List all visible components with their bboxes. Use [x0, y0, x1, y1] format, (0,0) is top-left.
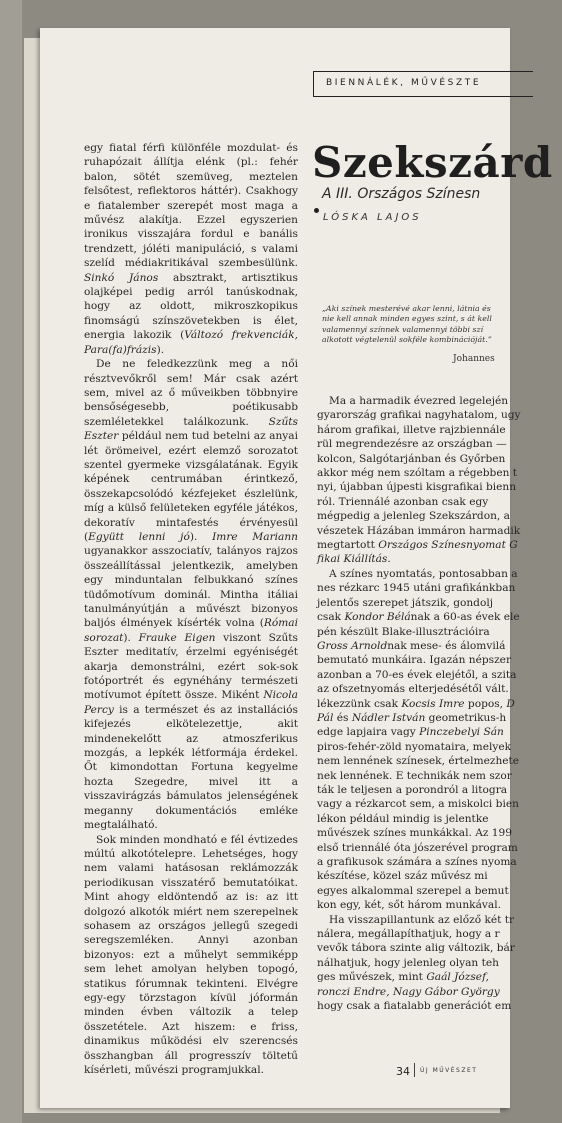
- text-line: lékezzünk csak Kocsis Imre popos, D: [317, 697, 515, 710]
- text-line: gyarország grafikai nagyhatalom, ugy: [317, 409, 521, 422]
- text-line: nem lennének színesek, értelmezhete: [317, 755, 520, 768]
- magazine-name: ÚJ MŰVÉSZET: [420, 1067, 478, 1074]
- artwork-title: Változó frekvenciák, Para(fa)frázis: [84, 329, 298, 356]
- epigraph-quote: [322, 304, 562, 345]
- artist-name: Frauke Eigen: [138, 631, 216, 644]
- paragraph: Sok minden mondható e fél évtizedes múltú alkotótelepre. Lehetséges, hogy nem valami hatásosan reklámozzák periodikusan visszatérő bemutatóikat. Mint ahogy eldöntendő az is: az itt dolgozó alkotók miért nem szerepelnek sohasem az országos jellegű szegedi seregszemléken. Annyi azonban bizonyos: ezt a műhelyt semmiképp sem lehet amolyan helyben topogó, statikus fórumnak tekinteni. Elvégre egy-egy törzstagon kívül jóformán minden évben változik a telep összetétele. Azt hiszem: e friss, dinamikus működési elv szerencsés összhangban áll progresszív töltetű kísérleti, művészi programjukkal.: [84, 833, 298, 1076]
- text-line: pén készült Blake-illusztrációira: [317, 625, 490, 638]
- artwork-title: Együtt lenni jó: [88, 530, 190, 543]
- artist-name: Sinkó János: [84, 271, 159, 284]
- background: [0, 0, 22, 1123]
- page-number: 34: [396, 1065, 410, 1078]
- text-line: vészetek Házában immáron harmadik: [317, 524, 521, 537]
- text-line: lékon például mindig is jelentke: [317, 812, 489, 825]
- article-author: LÓSKA LAJOS: [323, 212, 422, 223]
- text-line: kolcon, Salgótarjánban és Győrben: [317, 452, 506, 465]
- paragraph: egy fiatal férfi különféle mozdulat- és ruhapózait állítja elénk (pl.: fehér balon, sötét szemüveg, meztelen felsőtest, reflektoros háttér). Csakhogy e fiatalember szerepét most maga a művész alakítja. Ezzel egyszerien ironikus visszajára fordul e banális trendzett, jóléti manipuláció, s valami szelíd médiakritikával szembesülünk. Sinkó János absztrakt, artisztikus olajképei pedig arról tanúskodnak, hogy az oldott, mikroszkopikus finomságú színszövetekben is élet, energia lakozik (Változó frekvenciák, Para(fa)frázis).: [84, 142, 298, 356]
- text-line: nyi, újabban újpesti kisgrafikai bienn: [317, 481, 517, 494]
- text-line: egyes alkalommal szerepel a bemut: [317, 884, 509, 897]
- magazine-page: [40, 28, 553, 1108]
- text-line: vagy a rézkarcot sem, a miskolci bien: [317, 798, 519, 811]
- text-line: Ma a harmadik évezred legelején: [329, 395, 509, 407]
- text-line: ták le teljesen a porondról a litogra: [317, 783, 508, 796]
- artist-name: Szűts Eszter: [84, 415, 298, 443]
- left-text-column: [84, 141, 298, 1077]
- paragraph: De ne feledkezzünk meg a női résztvevőkről sem! Már csak azért sem, mivel az ő műveikben többnyire bensőségesebb, poétikusabb szemléletekkel találkozunk. Szűts Eszter például nem tud betelni az anyai lét örömeivel, ezért elemző sorozatot szentel gyermeke vizsgálatának. Egyik képének centrumában érintkező, összekapcsolódó kézfejeket észlelünk, míg a külső felületeken egyféle játékos, dekoratív mintafestés érvényesül (Együtt lenni jó). Imre Mariann ugyanakkor asszociatív, talányos rajzos összeállítással jelentkezik, amelyben egy minduntalan felbukkanó színes tüdőmotívum dominál. Mintha itáliai tanulmányútján a művészt bizonyos baljós élmények kísérték volna (Római sorozat). Frauke Eigen viszont Szűts Eszter meditatív, érzelmi egyéniségét akarja demonstrálni, ezért sok-sok fotóportrét és egynéhány természeti motívumot épített össze. Miként Nicola Percy is a természet és az installációs kifejezés elkötelezettje, akit mindenekelőtt az atmoszferikus mozgás, a lepkék létformája érdekel. Őt kimondottan Fortuna kegyelme hozta Szegedre, mivel itt a visszavirágzás bámulatos jelenségének meganny dokumentációs emléke megtalálható.: [84, 358, 299, 832]
- text-line: Pál és Nádler István geometrikus-h: [317, 711, 507, 724]
- bullet-dot: [314, 208, 319, 213]
- quote-line: „Aki színek mesterévé akar lenni, látnia és: [322, 304, 491, 313]
- text-line: első triennálé óta jószerével program: [317, 841, 518, 854]
- article-subtitle: A III. Országos Színesn: [322, 186, 481, 202]
- artwork-title: Római sorozat: [84, 617, 298, 644]
- text-line: Gross Arnoldnak mese- és álomvilá: [317, 639, 506, 652]
- text-line: csak Kondor Bélának a 60-as évek ele: [317, 611, 520, 624]
- artist-name: Imre Mariann: [212, 530, 299, 543]
- footer-divider: [414, 1063, 415, 1077]
- text-line: megtartott Országos Színesnyomat G: [317, 539, 518, 552]
- text-line: edge lapjaira vagy Pinczebelyi Sán: [317, 726, 504, 739]
- text-line: művészek színes munkákkal. Az 199: [317, 827, 513, 840]
- text-line: jelentős szerepet játszik, gondolj: [317, 596, 494, 609]
- text-line: hogy csak a fiatalabb generációt em: [317, 1000, 512, 1013]
- text-line: nes rézkarc 1945 utáni grafikánkban: [317, 582, 516, 595]
- text-line: nálhatjuk, hogy jelenleg olyan teh: [317, 956, 499, 969]
- article-title: Szekszárd: [312, 138, 553, 187]
- quote-author: Johannes: [453, 354, 495, 364]
- text-line: azonban a 70-es évek elejétől, a szita: [317, 668, 517, 681]
- text-line: vevők tábora szinte alig változik, bár: [317, 942, 515, 955]
- quote-line: valamennyi színnek valamennyi többi szí: [322, 324, 484, 334]
- text-line: bemutató munkáira. Igazán népszer: [317, 654, 512, 667]
- artist-name: Nicola Percy: [84, 689, 298, 716]
- right-text-column: [317, 394, 547, 1013]
- text-line: fikai Kiállítás.: [317, 553, 391, 566]
- text-line: ronczi Endre, Nagy Gábor György: [317, 985, 500, 998]
- section-header: [313, 71, 533, 97]
- section-label: BIENNÁLÉK, MŰVÉSZTE: [326, 78, 482, 88]
- quote-line: alkotott végtelenül sokféle kombinációját.”: [322, 334, 492, 344]
- text-line: az ofszetnyomás elterjedésétől vált.: [317, 683, 509, 696]
- text-line: A színes nyomtatás, pontosabban a: [329, 567, 518, 580]
- text-line: Ha visszapillantunk az előző két tr: [329, 913, 515, 926]
- quote-line: nie kell annak minden egyes szint, s át kell: [322, 314, 492, 324]
- text-line: akkor még nem szóltam a régebben t: [317, 467, 518, 480]
- text-line: a grafikusok számára a színes nyoma: [317, 856, 517, 868]
- text-line: nek lennének. E technikák nem szor: [317, 769, 512, 782]
- text-line: három grafikai, illetve rajzbiennále: [317, 423, 506, 436]
- text-line: nálera, megállapíthatjuk, hogy a r: [317, 928, 500, 941]
- text-line: rül megrendezésre az országban —: [317, 438, 507, 451]
- text-line: ges művészek, mint Gaál József,: [317, 971, 489, 984]
- text-line: készítése, közel száz művész mi: [317, 870, 488, 883]
- text-line: kon egy, két, sőt három munkával.: [317, 899, 501, 912]
- text-line: ról. Triennálé azonban csak egy: [317, 495, 489, 508]
- text-line: piros-fehér-zöld nyomataira, melyek: [317, 740, 512, 753]
- text-line: mégpedig a jelenleg Szekszárdon, a: [317, 510, 510, 523]
